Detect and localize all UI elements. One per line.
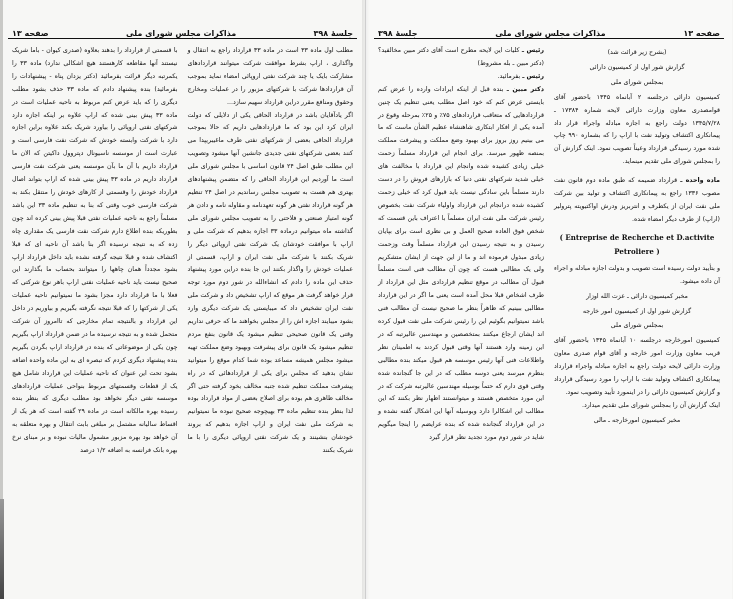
speech: [378, 84, 544, 445]
article-end: و بتأیید دولت رسیده است تصویب و بدولت اجازه مبادله و اجراء آن داده میشود.: [554, 264, 720, 285]
paragraph: اگر یادآقایان باشد در قرارداد الحاقی یکی از دلایلی که دولت ایران کرد این بود که ما قراردادهایی داریم که حالا بموجب قرارداد الحاقی بعضی از شرکتهای نفتی طرف ماغیبریپدا می کنند بعضی شرکتهای نفتی جدیدی جانشین آنها میشود وتصویب این مطلب طبق اصل ۲۴ قانون اساسی با مجلس شورای ملی است ما آوردیم این قرارداد الحاقی را که متضمن پیشنهادهای بهتری هم هست به تصویب مجلس رساندیم در اصل ۲۴ تنظیم هر گونه قرارداد نفتی هر گونه تعهدنامه و مقاوله نامه و دادن هر گونه امتیاز صنعتی و فلاحتی را به تصویب مجلس شورای ملی گذاشته ماه میتوانیم درماده ۳۳ اجازه بدهیم که شرکت ملی و اراپ با موافقت خودشان یک شرکت نفتی اروپائی دیگر را شریک بکنند با شرکت ملی نفت ایران و اراپ، قسمتی از عملیات خودش را واگذار بکنند این جا بنده دراین مورد پیشنهاد حذف این ماده را دادم که انشاءالله در شور دوم مورد توجه قرار خواهد گرفت هر موقع که اراپ تشخیص داد و شرکت ملی نفت ایران تشخیص داد که میبایستی یک شرکت دیگری وارد بشود میبایند اجازه اش را از مجلس بخواهند ما که حرفی نداریم وقتی یک قانون صحیحی تنظیم میشود یک قانون بنفع مردم تنظیم میشود یک قانون برای پیشرفت وبهبود وضع مملکت تهیه میشود مجلس همیشه مساعد بوده شما کدام موقع را میتوانید نشان بدهید که مجلس برای یکی از قراردادهائی که در راه پیشرفت مملکت تنظیم شده جنبه مخالف بخود گرفته حتی اگر مخالف ظاهری هم بوده برای اصلاح بعضی از مواد قرارداد بوده لذا بنظر بنده تنظیم ماده ۳۳ بهیچوجه صحیح نبوده ما نمیتوانیم به شرکت ملی نفت ایران و اراپ اجازه بدهیم که بروند خودشان بنشینند و یک شرکت نفتی اروپائی دیگری را با ما شریک بکنند: [187, 111, 353, 455]
left-page-right-column: [188, 45, 354, 458]
publication-title: مذاکرات مجلس شورای ملی: [125, 29, 237, 38]
session-number: جلسهٔ ۳۹۸: [313, 29, 353, 38]
paragraph: مطلب اول ماده ۳۳ است در ماده ۳۳ قرارداد راجع به انتقال و واگذاری ، اراپ بشرط موافقت شرکت میتوانند قراردادهای مشارکت بایک یا چند شرکت نفتی اروپائی امضاء نماید بموجب آن قراردادها شرکت با شرکتهای مزبور را در عملیات ومخارج وحقوق ومنافع مقرر دراین قرارداد سهیم سازد...: [187, 47, 353, 106]
speaker-name: رئیس ـ: [521, 47, 544, 54]
french-company-name: ( Entreprise de Recherche et D.activite Petroliere ): [559, 232, 715, 256]
binding-shadow: [0, 499, 4, 599]
speech: [378, 71, 544, 84]
right-page: [366, 0, 732, 599]
right-page-columns: [374, 39, 724, 445]
paragraph: با قسمتی از قرارداد را بدهند بعلاوه (صدری کیوان - باما شریک نیستند آنها مقاطعه کارهستند هیچ اشکالی ندارد) ماده ۳۳ را یکمرتبه دیگر قرائت بفرمائید (دکتر یزدان پناه - پیشنهادات را بفرمائید) بنده پیشنهاد دادم که ماده ۳۳ حذف بشود مطلب دیگری را که باید عرض کنم مربوط به ناحیه عملیات است در ماده ۳۳ پیش بینی شده که اراپ علاوه بر اینکه اجازه دارد شرکتهای نفتی اروپائی را بیاورد شریک بکند علاوه براین اجازه دارد با شرکت وابسته خودش که شرکت نفت فارسی است و عبارت است از موسسه ناسیونال دپتروول داکیتن که الان ما قرارداد داریم با آن ما بآن موسسه یعنی شرکت نفت فارسی قرارداد داریم در ماده ۳۳ پیش بینی شده که اراپ بتواند اصال قرارداد خودش را وقسمتی از کارهای خودش را منتقل بکند به شرکت فارسی خوب وقتی که بنا به تنظیم ماده ۳۳ این باشد مسلماً راجع به ناحیه عملیات نفتی قبلا پیش بینی کرده اند چون بطوریکه بنده اطلاع دارم شرکت نفت فارسی یک مقداری چاه زده که به نتیجه نرسیده اگر بنا باشد آن ناحیه ای که قبلا اکتشاف شده و قبلا نتیجه گرفته نشده باید داخل قرارداد اراپ بشود مجدداً همان چاهها را میتوانند بحساب ما بگذارند این صحیح نیست باید ناحیه عملیات نفتی اراپ باهر نوع شرکتی که فعلا با ما قرارداد دارد مجزا بشود ما نمیتوانیم ناحیه عملیات یکی از شرکتها را که قبلا نتیجه نگرفته بگیریم و بیاوریم در داخل این قرارداد و بالنتیجه تمام مخارجی که تاامروز آن شرکت متحمل شده و به نتیجه نرسیده ما در ضمن قرارداد اراپ بگیریم چون یکی از موضوعاتی که بنده در قرارداد اراپ بگردن بگیریم بنده پیشنهاد دیگری کردم که تبصره ای به این ماده واحده اضافه بشود تحت این عنوان که ناحیه عملیات این قرارداد شامل هیچ یک از قطعات وقسمتهای مربوط بنواحی عملیات قراردادهای موسسه نفتی دیگر نخواهد بود مطلب دیگری که بنظر بنده رسیده بهره مالکانه است در ماده ۲۹ گفته است که هر یک از اقساط سالیانه مشتمل بر مبلغی بابت انتقال و بهره متعلقه به آن خواهد بود بهره مزبور مشمول مالیات نبوده و بر مبنای نرخ بهره بانک فرانسه به اضافه ۱/۲ درصد: [12, 47, 178, 455]
report-body: کمیسیون دارائی درجلسه ۲ آبانماه ۱۳۴۵ باحضور آقای قوامصدری معاون وزارت دارائی لایحه شماره ۱۷۳۸۴ ـ ۱۳۴۵/۷/۲۸ دولت راجع به اجازه مبادله واجراء قرار داد پیمانکاری اکتشاف وتولید نفت با اراپ را که بشماره ۹۹۰ چاپ شده مورد رسیدگی قرارداد وعیناً تصویب نمود. اینک گزارش آن را بمجلس شورای ملی تقدیم مینماید.: [554, 93, 720, 166]
publication-title: مذاکرات مجلس شورای ملی: [495, 29, 606, 38]
speech: [378, 45, 544, 71]
report-title: گزارش شور اول از کمیسیون دارائی: [589, 63, 685, 71]
article-label: ماده واحده ـ: [680, 177, 720, 185]
report-body: کمیسیون امورخارجه درجلسه ۱۰ آبانماه ۱۳۴۵ باحضور آقای قریب معاون وزارت امور خارجه و آقای قوام صدری معاون وزارت دارائی لایحه دولت راجع به اجازه مبادله واجراء قرارداد پیمانکاری اکتشاف وتولید نفت با اراپ را مورد رسیدگی قرارداد و گزارش کمیسیون دارائی را در اینمورد تأیید وتصویب نمود.: [554, 337, 720, 396]
report-addressee: بمجلس شورای ملی: [610, 78, 664, 86]
speech-text: بفرمائید.: [497, 72, 521, 80]
speaker-name: دکتر مبین ـ: [506, 85, 544, 93]
speech-text: کلیات این لایحه مطرح است آقای دکتر مبین مخالفید؟ (دکتر مبین ـ بله مشروط): [378, 47, 544, 67]
report-addressee: بمجلس شورای ملی: [610, 322, 664, 330]
page-number: صفحه ۱۳: [12, 29, 49, 38]
left-page-left-column: [12, 45, 178, 458]
left-page: [0, 0, 366, 599]
article-paragraph: [554, 175, 720, 227]
session-number: جلسهٔ ۳۹۸: [378, 29, 418, 38]
read-note: (بشرح زیر قرائت شد): [607, 49, 667, 56]
speech-text: بنده قبل از اینکه ایرادات وارده را عرض کنم بایستی عرض کنم که خود اصل مطلب یعنی تنظیم یک چنین قراردادهایی که متعاقب قراردادهای ۷۵٪ و ۲۵٪ بمرحله وقوع در آمده یکی از افکار ابتکاری شاهنشاه عظیم الشأن ماست که ما می بینیم روز بروز برای بهبود وضع مملکت و پیشرفت مملکت بمنصه ظهور میرسد. برای انجام این قرارداد مسلماً زحمت خیلی زیادی کشیده شده وانجام این قرارداد با مخالفت های خیلی شدید شرکتهای نفتی دنیا که بازارهای فروش را در دست دارند مسلماً باین سادگی نیست باید قبول کرد که خیلی زحمت کشیده شده درانجام این قرارداد واولیاء شرکت نفت بخصوص رئیس شرکت ملی نفت ایران مسلماً با اعتراف باین قسمت که شخص فوق العاده صحیح العمل و بی نظری است برای بپایان رسیدن و به نتیجه رسیدن این قرارداد مسلماً وقت وزحمت زیادی مبذول فرموده اند و ما از این جهت از ایشان متشکریم ولی یک مطالبی هست که چون آن مطالب فنی است مسلماً قبول آن مطالب در موقع تنظیم قراردادی مثل این قرارداد از طرف اشخاص قبلا محل آمده است یعنی ما اگر در این قرارداد مطالبی ببینیم که ظاهراً بنظر ما صحیح نیست آن مطالب فنی باشد نمیتوانیم بگوئیم این را رئیس شرکت ملی نفت قبول کرده اند ایشان ارجاع میکنند بمتخصصین و مهندسین عالیرتبه که در این زمینه وارد هستند آنها وقتی قبول کردند به اطمینان نظر واطلاعات فنی آنها رئیس موسسه هم قبول میکند بنده مطالبی بنظرم میرسد یعنی دوسه مطلب که در این جا گنجانده شده وقتی قوی دارم که حتماً بوسیله مهندسین عالیرتبه شرکت که در این مورد متخصص هستند و میتوانستند اظهار نظر بکنند که این مطالب این اشکالرا دارد وبوسیله آنها این اشکال گفته نشده و در این قرارداد گنجانده شده که بنده عرایضم را اینجا میگویم شاید در شور دوم مورد تجدید نظر قرار گیرد: [378, 85, 545, 442]
report-submit: اینک گزارش آن را بمجلس شورای ملی تقدیم میدارد.: [581, 401, 720, 409]
left-page-header: [8, 26, 357, 39]
left-page-columns: [8, 39, 357, 458]
report-signature: مخبر کمیسیون دارائی ـ عزت الله اوزار: [586, 292, 688, 300]
gutter-shadow: [362, 0, 370, 599]
article-body: قرارداد ضمیمه که طبق ماده دوم قانون نفت مصوب ۱۳۳۶ راجع به پیمانکاری اکتشاف و تولید بین شرکت ملی نفت ایران از یکطرف و انتربریز ودرش اواکتیویته پترولیر (اراپ) از طرف دیگر امضاء شده.: [554, 177, 720, 223]
report-title: گزارش شور اول از کمیسیون امور خارجه: [582, 307, 692, 315]
speaker-name: رئیس ـ: [522, 72, 544, 80]
right-page-left-column: [378, 45, 544, 445]
report-signature: مخبر کمیسیون امورخارجه ـ مالی: [593, 416, 681, 424]
page-number: صفحه ۱۳: [683, 29, 720, 38]
right-page-right-column: [554, 45, 720, 445]
right-page-header: [374, 26, 724, 39]
